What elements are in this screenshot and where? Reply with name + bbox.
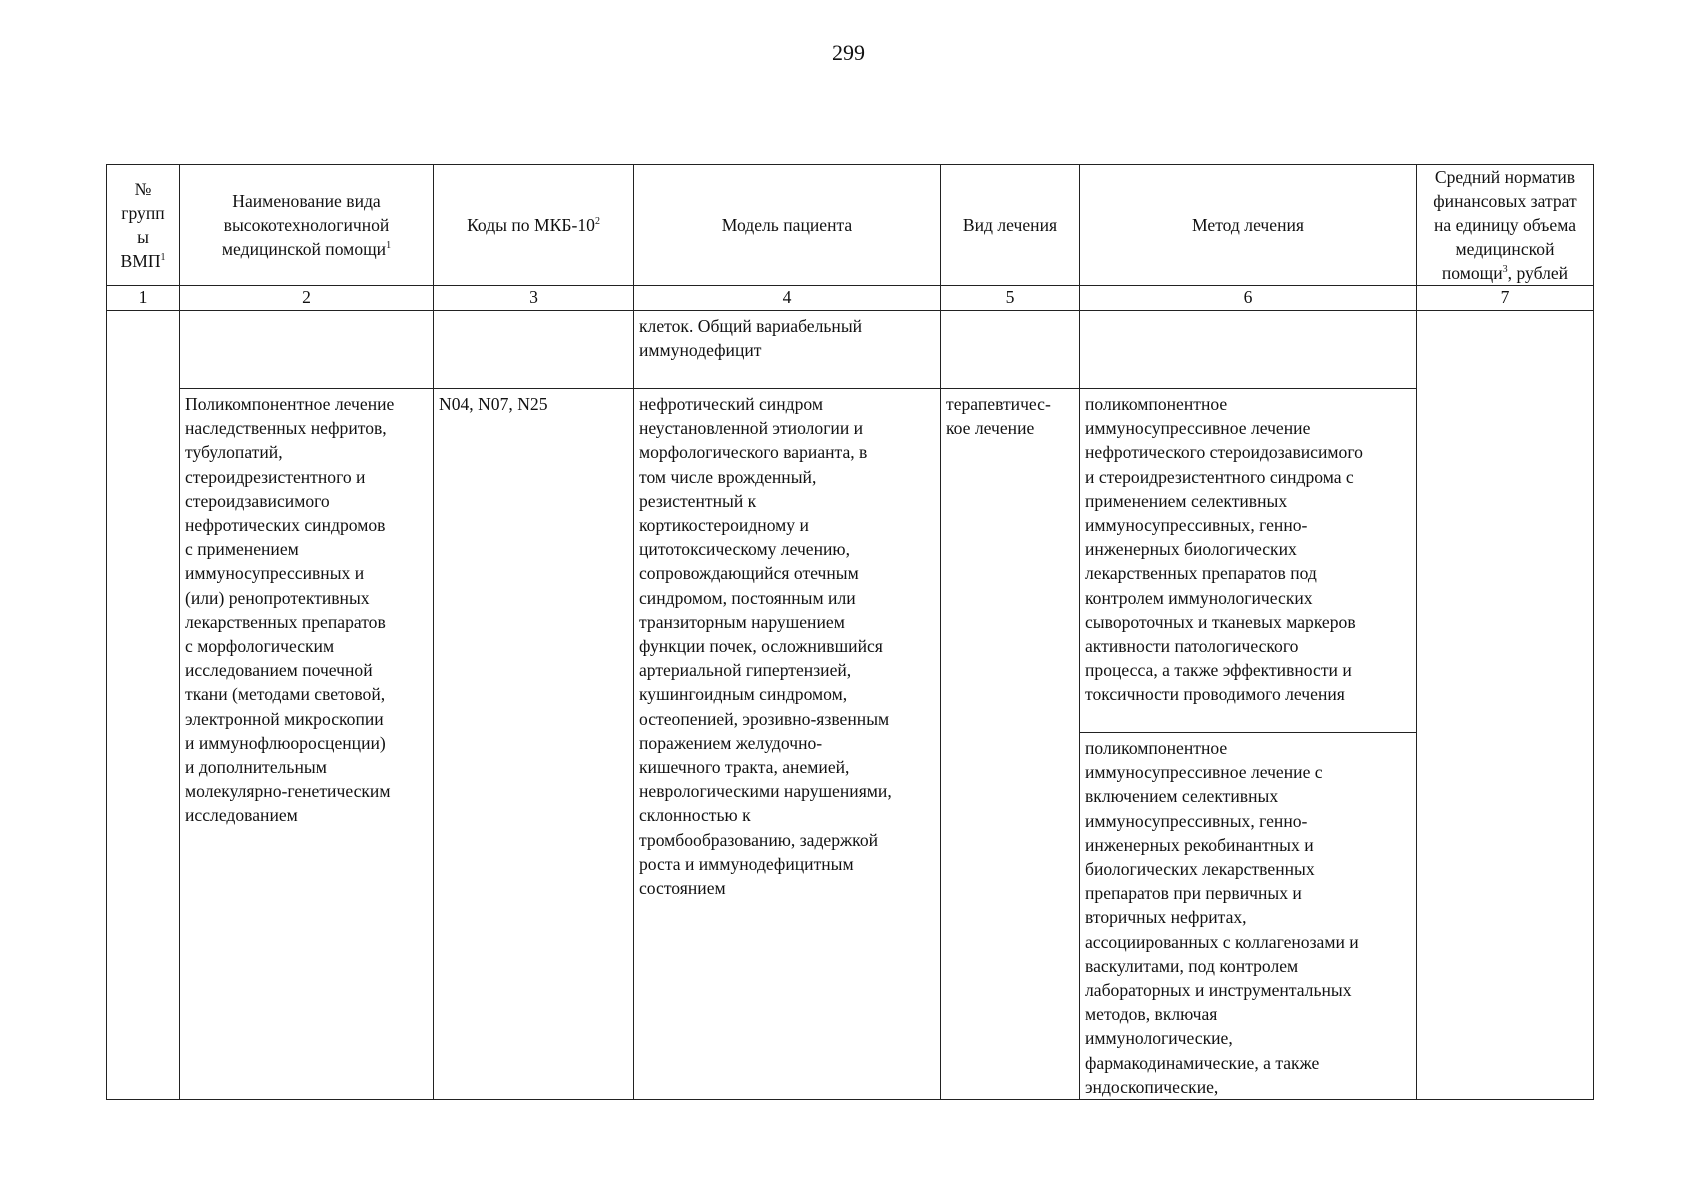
header-cost-standard: Средний норматив финансовых затрат на единицу объема медицинской помощи$^3$, рублей (1417, 165, 1594, 286)
header-row (107, 165, 1594, 286)
header-treatment-type: Вид лечения (941, 165, 1080, 286)
column-number: 7 (1417, 286, 1594, 311)
icd-codes-cell (434, 311, 634, 389)
icd-codes-cell: N04, N07, N25 (434, 389, 634, 1100)
header-care-type-name: Наименование вида высокотехнологичной медицинской помощи$^1$ (180, 165, 434, 286)
column-number: 3 (434, 286, 634, 311)
table-row (107, 311, 1594, 389)
patient-model-cell: клеток. Общий вариабельный иммунодефицит (634, 311, 941, 389)
vmp-table (106, 164, 1594, 1100)
column-number: 4 (634, 286, 941, 311)
treatment-method-cell: поликомпонентное иммуносупрессивное лечение нефротического стероидозависимого и стероидрезистентного синдрома с применением селективных иммуносупрессивных, генно- инженерных биологических лекарственных препаратов под контролем иммунологических сывороточных и тканевых маркеров активности патологического процесса, а также эффективности и токсичности проводимого лечения (1080, 389, 1417, 733)
column-number: 1 (107, 286, 180, 311)
group-number-cell (107, 311, 180, 1100)
header-icd-codes: Коды по МКБ-$10^2$ (434, 165, 634, 286)
page-number: 299 (832, 40, 865, 65)
treatment-type-cell: терапевтичес- кое лечение (941, 389, 1080, 1100)
table-row (107, 389, 1594, 733)
patient-model-cell: нефротический синдром неустановленной этиологии и морфологического варианта, в том числе врожденный, резистентный к кортикостероидному и цитотоксическому лечению, сопровождающийся отечным синдромом, постоянным или транзиторным нарушением функции почек, осложнившийся артериальной гипертензией, кушингоидным синдромом, остеопенией, эрозивно-язвенным поражением желудочно- кишечного тракта, анемией, неврологическими нарушениями, склонностью к тромбообразованию, задержкой роста и иммунодефицитным состоянием (634, 389, 941, 1100)
column-number: 2 (180, 286, 434, 311)
treatment-method-cell: поликомпонентное иммуносупрессивное лечение с включением селективных иммуносупрессивных, генно- инженерных рекобинантных и биологических лекарственных препаратов при первичных и вторичных нефритах, ассоциированных с коллагенозами и васкулитами, под контролем лабораторных и инструментальных методов, включая иммунологические, фармакодинамические, а также эндоскопические, (1080, 733, 1417, 1100)
header-group-number: № групп ы ВМП$^1$ (107, 165, 180, 286)
cost-standard-cell (1417, 311, 1594, 1100)
header-patient-model: Модель пациента (634, 165, 941, 286)
header-treatment-method: Метод лечения (1080, 165, 1417, 286)
column-number: 6 (1080, 286, 1417, 311)
column-number: 5 (941, 286, 1080, 311)
treatment-type-cell (941, 311, 1080, 389)
care-type-cell: Поликомпонентное лечение наследственных нефритов, тубулопатий, стероидрезистентного и стероидзависимого нефротических синдромов с применением иммуносупрессивных и (или) ренопротективных лекарственных препаратов с морфологическим исследованием почечной ткани (методами световой, электронной микроскопии и иммунофлюоросценции) и дополнительным молекулярно-генетическим исследованием (180, 389, 434, 1100)
treatment-method-cell (1080, 311, 1417, 389)
care-type-cell (180, 311, 434, 389)
column-number-row (107, 286, 1594, 311)
